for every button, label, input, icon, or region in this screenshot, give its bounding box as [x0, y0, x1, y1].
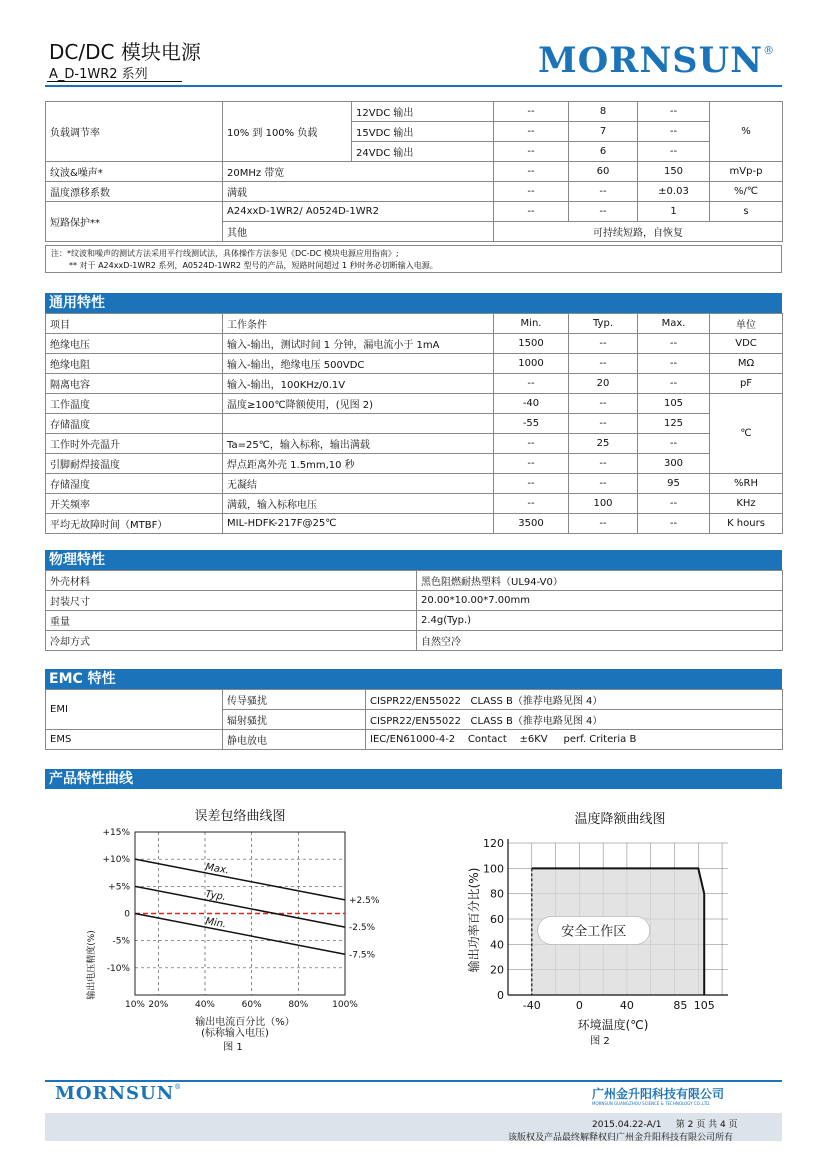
note-line-1: 注：*纹波和噪声的测试方法采用平行线测试法，具体操作方法参见《DC-DC 模块电源应用指南》;	[51, 249, 399, 258]
table-row: 隔离电容 输入-输出，100KHz/0.1V -- 20 -- pF	[46, 374, 783, 394]
series-line-min	[135, 914, 345, 955]
table-row: 24VDC 输出 -- 6 --	[46, 142, 783, 162]
emc-spec-table	[45, 689, 783, 750]
y-tick-label: +15%	[102, 828, 130, 838]
table-row: 冷却方式 自然空冷	[46, 631, 783, 651]
footer-rule	[45, 1080, 782, 1082]
general-spec-table	[45, 313, 783, 534]
y-tick-label: -10%	[106, 963, 130, 974]
temperature-derating-chart	[460, 805, 770, 1055]
table-row: 辐射骚扰 CISPR22/EN55022 CLASS B（推荐电路见图 4）	[46, 710, 783, 730]
x-tick-label: 105	[693, 999, 715, 1012]
table-row: 存储温度 -55 -- 125	[46, 414, 783, 434]
error-envelope-chart	[80, 800, 400, 1060]
area-label: 安全工作区	[561, 924, 627, 940]
output-spec-table	[45, 101, 783, 242]
section-general-title: 通用特性	[45, 293, 782, 313]
table-row: 负载调节率 10% 到 100% 负载 12VDC 输出 -- 8 -- %	[46, 102, 783, 122]
y-axis-label: 输出电压精度(%)	[87, 930, 97, 1000]
figure-caption: 图 1	[223, 1042, 243, 1053]
table-row: EMI 传导骚扰 CISPR22/EN55022 CLASS B（推荐电路见图 4）	[46, 690, 783, 710]
series-line-max	[135, 859, 345, 900]
mornsun-logo: MORNSUN®	[538, 40, 776, 81]
chart-title: 温度降额曲线图	[574, 812, 666, 827]
y-tick-label: -5%	[112, 936, 130, 947]
end-value-label: -2.5%	[349, 923, 376, 934]
y-tick-label: 100	[483, 862, 504, 876]
physical-spec-table	[45, 570, 783, 651]
x-tick-label: 85	[673, 999, 688, 1012]
section-curves-title: 产品特性曲线	[45, 769, 782, 789]
note-line-2: ** 对于 A24xxD-1WR2 系列，A0524D-1WR2 型号的产品，短路时间超过 1 秒时务必切断输入电源。	[69, 261, 438, 270]
x-tick-label: 60%	[241, 1000, 262, 1010]
end-value-label: +2.5%	[349, 895, 380, 906]
x-tick-label: 0	[575, 999, 583, 1012]
table-row: 存储湿度 无凝结 -- -- 95 %RH	[46, 474, 783, 494]
document-title: DC/DC 模块电源	[49, 40, 201, 64]
series-label: Typ.	[204, 889, 227, 904]
x-axis-label: 输出电流百分比（%）	[195, 1017, 295, 1028]
x-tick-label: -40	[522, 999, 541, 1012]
section-physical-title: 物理特性	[45, 550, 782, 570]
copyright-notice: 该版权及产品最终解释权归广州金升阳科技有限公司所有	[508, 1133, 734, 1143]
temperature-unit: ℃	[710, 394, 783, 474]
x-tick-label: 40	[619, 999, 634, 1012]
title-underline	[47, 81, 182, 82]
series-label: Max.	[204, 861, 230, 877]
x-axis-sublabel: (标称输入电压)	[201, 1028, 269, 1039]
table-row: 温度漂移系数 满载 -- -- ±0.03 %/℃	[46, 182, 783, 202]
table-row: 短路保护** A24xxD-1WR2/ A0524D-1WR2 -- -- 1 s	[46, 202, 783, 222]
x-tick-label: 100%	[332, 1000, 358, 1010]
table-row: 其他 可持续短路，自恢复	[46, 222, 783, 242]
footer-logo: MORNSUN®	[55, 1083, 183, 1104]
load-reg-item: 负载调节率	[46, 102, 223, 162]
y-tick-label: +5%	[108, 882, 130, 893]
header-rule	[45, 85, 782, 87]
version-page-info: 2015.04.22-A/1 第 2 页 共 4 页	[592, 1120, 738, 1130]
table-notes	[45, 245, 782, 273]
y-tick-label: 0	[497, 989, 504, 1002]
table-row: 引脚耐焊接温度 焊点距离外壳 1.5mm,10 秒 -- -- 300	[46, 454, 783, 474]
chart-title: 误差包络曲线图	[194, 809, 286, 824]
figure-caption: 图 2	[590, 1036, 610, 1047]
y-tick-label: 120	[483, 837, 504, 850]
x-tick-label: 40%	[194, 1000, 216, 1010]
table-row: 开关频率 满载，输入标称电压 -- 100 -- KHz	[46, 494, 783, 514]
table-row: 工作温度 温度≥100℃降额使用，(见图 2) -40 -- 105 ℃	[46, 394, 783, 414]
table-row: 重量 2.4g(Typ.)	[46, 611, 783, 631]
series-line-typ	[135, 886, 345, 927]
company-name-en: MORNSUN GUANGZHOU SCIENCE & TECHNOLOGY CO.,LTD.	[592, 1101, 711, 1106]
y-tick-label: 40	[490, 938, 504, 952]
table-row: 外壳材料 黑色阻燃耐热塑料（UL94-V0）	[46, 571, 783, 591]
x-tick-label: 10%	[124, 1000, 146, 1010]
y-axis-label: 输出功率百分比(%)	[467, 867, 481, 973]
table-row: 15VDC 输出 -- 7 --	[46, 122, 783, 142]
table-row: 绝缘电压 输入-输出，测试时间 1 分钟，漏电流小于 1mA 1500 -- -- VDC	[46, 334, 783, 354]
y-tick-label: 80	[490, 887, 504, 901]
series-name: A_D-1WR2 系列	[49, 67, 148, 82]
y-tick-label: 20	[490, 963, 504, 977]
load-reg-condition: 10% 到 100% 负载	[223, 102, 352, 162]
table-row: 工作时外壳温升 Ta=25℃，输入标称，输出满载 -- 25 --	[46, 434, 783, 454]
table-row: 纹波&噪声* 20MHz 带宽 -- 60 150 mVp-p	[46, 162, 783, 182]
end-value-label: -7.5%	[349, 950, 376, 961]
table-row: 封装尺寸 20.00*10.00*7.00mm	[46, 591, 783, 611]
x-tick-label: 80%	[288, 1000, 309, 1010]
y-tick-label: +10%	[102, 855, 130, 866]
y-tick-label: 0	[124, 909, 130, 920]
x-axis-label: 环境温度(℃)	[577, 1018, 649, 1032]
table-header-row: 项目 工作条件 Min. Typ. Max. 单位	[46, 314, 783, 334]
x-tick-label: 20%	[148, 1000, 169, 1010]
series-label: Min.	[204, 916, 227, 931]
table-row: EMS 静电放电 IEC/EN61000-4-2 Contact ±6KV perf. Criteria B	[46, 730, 783, 750]
company-name-cn: 广州金升阳科技有限公司	[592, 1087, 725, 1101]
section-emc-title: EMC 特性	[45, 669, 782, 689]
table-row: 绝缘电阻 输入-输出，绝缘电压 500VDC 1000 -- -- MΩ	[46, 354, 783, 374]
y-tick-label: 60	[490, 913, 504, 926]
table-row: 平均无故障时间（MTBF） MIL-HDFK-217F@25℃ 3500 -- -- K hours	[46, 514, 783, 534]
